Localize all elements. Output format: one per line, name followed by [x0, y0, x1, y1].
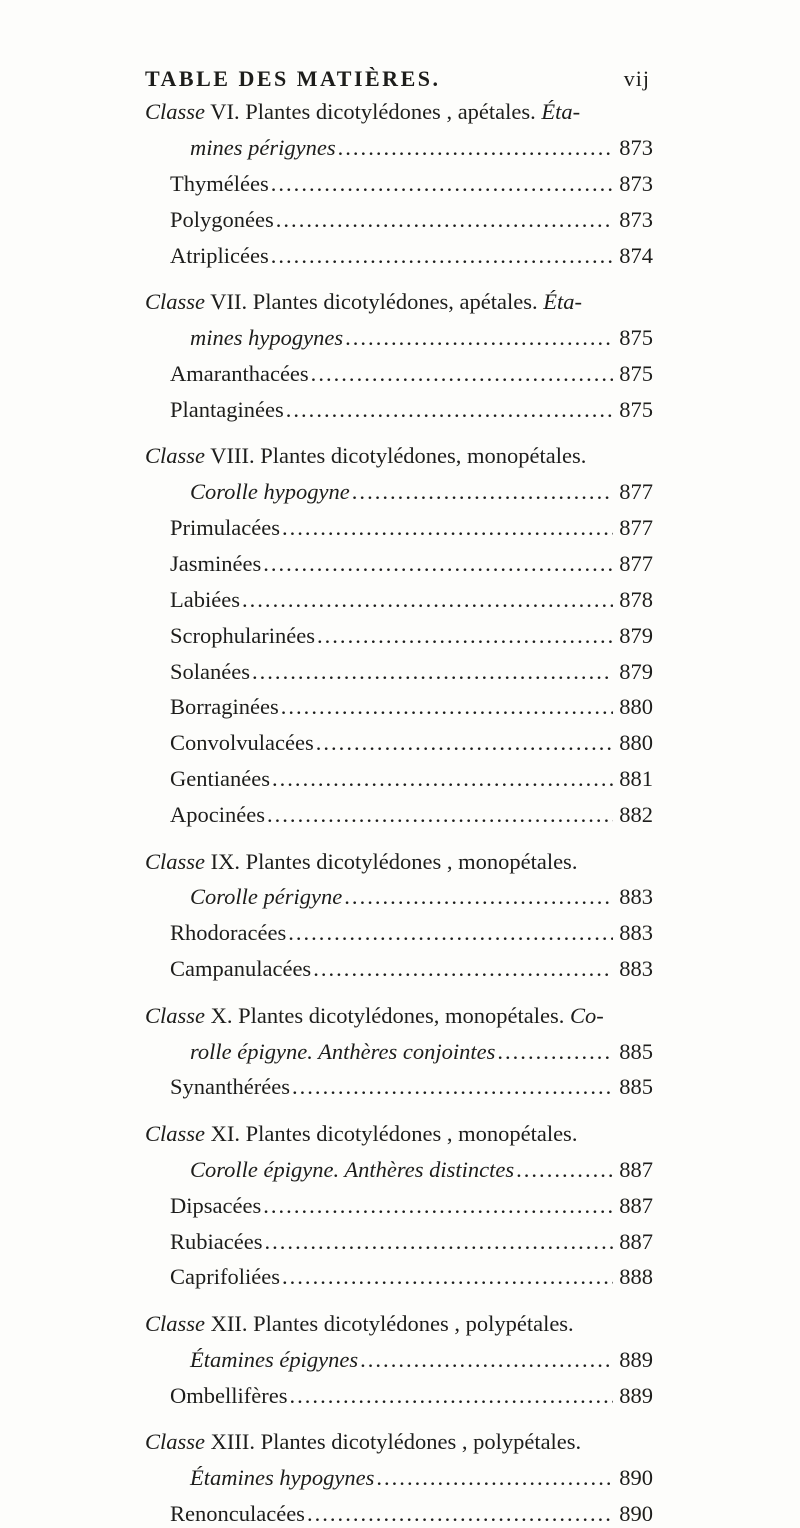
subheading-page: 889	[619, 1346, 653, 1372]
class-title-continued: Éta-	[541, 99, 581, 124]
dot-leader	[292, 1073, 613, 1101]
class-subheading	[190, 1464, 653, 1492]
class-title-continued: Co-	[569, 1002, 604, 1028]
dot-leader	[263, 1192, 613, 1220]
entry-page: 879	[619, 658, 653, 684]
dot-leader	[307, 1500, 613, 1528]
toc-entry	[170, 955, 653, 983]
entry-page: 874	[619, 242, 653, 268]
toc-entry	[170, 729, 653, 757]
toc-entry	[170, 801, 653, 829]
entry-page: 889	[619, 1382, 653, 1408]
entry-name: Primulacées	[170, 514, 280, 540]
toc-entry	[170, 396, 653, 424]
entry-page: 881	[619, 766, 653, 792]
class-heading	[145, 1310, 574, 1338]
dot-leader	[242, 586, 613, 614]
toc-entry	[170, 1228, 653, 1256]
entry-name: Borraginées	[170, 694, 279, 720]
entry-name: Jasminées	[170, 550, 262, 576]
dot-leader	[286, 396, 614, 424]
dot-leader	[345, 324, 613, 352]
class-subheading	[190, 324, 653, 352]
class-subheading	[190, 478, 653, 506]
subheading-label: mines périgynes	[190, 134, 336, 160]
dot-leader	[289, 1382, 613, 1410]
dot-leader	[338, 134, 614, 162]
entry-name: Plantaginées	[170, 396, 284, 422]
entry-name: Campanulacées	[170, 956, 312, 982]
class-heading	[145, 1428, 581, 1456]
entry-name: Synanthérées	[170, 1074, 290, 1100]
entry-name: Thymélées	[170, 170, 269, 196]
toc-entry	[170, 1192, 653, 1220]
class-title: XII. Plantes dicotylédones , polypétales.	[205, 1310, 574, 1336]
entry-name: Scrophularinées	[170, 622, 315, 648]
toc-entry	[170, 658, 653, 686]
class-title: XIII. Plantes dicotylédones , polypétales.	[205, 1429, 582, 1454]
entry-name: Solanées	[170, 658, 250, 684]
subheading-page: 877	[619, 479, 653, 504]
dot-leader	[282, 1263, 613, 1291]
toc-entry	[170, 1500, 653, 1528]
entry-page: 877	[619, 514, 653, 540]
subheading-page: 883	[619, 884, 653, 910]
subheading-page: 887	[619, 1156, 653, 1182]
page-number: vij	[623, 66, 650, 91]
dot-leader	[276, 206, 614, 234]
entry-name: Amaranthacées	[170, 360, 309, 386]
entry-page: 875	[619, 360, 653, 386]
class-heading	[145, 848, 577, 876]
dot-leader	[281, 693, 614, 721]
subheading-label: Corolle périgyne	[190, 884, 343, 910]
subheading-label: mines hypogynes	[190, 324, 344, 350]
class-label: Classe	[145, 848, 206, 874]
subheading-page: 875	[619, 324, 653, 350]
toc-entry	[170, 765, 653, 793]
subheading-label: Corolle épigyne. Anthères distinctes	[190, 1156, 515, 1182]
dot-leader	[360, 1346, 613, 1374]
toc-entry	[170, 586, 653, 614]
entry-page: 883	[619, 956, 653, 982]
class-label: Classe	[145, 1310, 206, 1336]
entry-page: 880	[619, 694, 653, 720]
entry-name: Convolvulacées	[170, 730, 314, 756]
class-heading	[145, 442, 586, 470]
subheading-label: Étamines épigynes	[190, 1346, 359, 1372]
entry-name: Ombellifères	[170, 1382, 288, 1408]
entry-page: 883	[619, 920, 653, 946]
dot-leader	[313, 955, 613, 983]
class-subheading	[190, 883, 653, 911]
entry-page: 885	[619, 1074, 653, 1100]
class-title: VII. Plantes dicotylédones, apétales.	[205, 289, 544, 314]
dot-leader	[317, 622, 613, 650]
class-subheading	[190, 1156, 653, 1184]
entry-name: Polygonées	[170, 206, 274, 232]
entry-page: 873	[619, 206, 653, 232]
dot-leader	[267, 801, 613, 829]
entry-page: 877	[619, 550, 653, 576]
class-label: Classe	[145, 443, 206, 469]
dot-leader	[272, 765, 613, 793]
entry-page: 890	[619, 1500, 653, 1526]
subheading-label: rolle épigyne. Anthères conjointes	[190, 1038, 496, 1064]
dot-leader	[271, 170, 614, 198]
class-label: Classe	[145, 99, 206, 124]
entry-page: 887	[619, 1228, 653, 1254]
entry-name: Labiées	[170, 586, 240, 612]
toc-entry	[170, 693, 653, 721]
entry-page: 882	[619, 802, 653, 828]
class-title-continued: Éta-	[543, 289, 583, 314]
entry-name: Caprifoliées	[170, 1264, 280, 1290]
dot-leader	[497, 1038, 613, 1066]
dot-leader	[516, 1156, 613, 1184]
entry-page: 875	[619, 396, 653, 422]
class-label: Classe	[145, 1120, 206, 1146]
class-subheading	[190, 1346, 653, 1374]
dot-leader	[288, 919, 613, 947]
dot-leader	[264, 1228, 613, 1256]
subheading-label: Étamines hypogynes	[190, 1464, 375, 1490]
class-subheading	[190, 134, 653, 162]
entry-name: Rubiacées	[170, 1228, 263, 1254]
toc-entry	[170, 1073, 653, 1101]
dot-leader	[263, 550, 613, 578]
toc-entry	[170, 919, 653, 947]
dot-leader	[252, 658, 613, 686]
class-subheading	[190, 1038, 653, 1066]
class-label: Classe	[145, 1002, 206, 1028]
subheading-page: 885	[619, 1038, 653, 1064]
class-heading	[145, 1002, 604, 1030]
class-title: VIII. Plantes dicotylédones, monopétales.	[205, 443, 587, 469]
dot-leader	[316, 729, 614, 757]
dot-leader	[311, 360, 614, 388]
entry-page: 887	[619, 1192, 653, 1218]
class-title: XI. Plantes dicotylédones , monopétales.	[205, 1120, 578, 1146]
toc-entry	[170, 170, 653, 198]
toc-entry	[170, 1263, 653, 1291]
subheading-page: 890	[619, 1464, 653, 1490]
entry-name: Apocinées	[170, 802, 265, 828]
class-heading	[145, 288, 582, 316]
entry-page: 878	[619, 586, 653, 612]
subheading-page: 873	[619, 134, 653, 160]
entry-name: Gentianées	[170, 766, 270, 792]
toc-entry	[170, 622, 653, 650]
toc-entry	[170, 360, 653, 388]
dot-leader	[282, 514, 613, 542]
page-header	[145, 66, 650, 96]
entry-page: 873	[619, 170, 653, 196]
entry-name: Dipsacées	[170, 1192, 262, 1218]
toc-entry	[170, 242, 653, 270]
toc-entry	[170, 550, 653, 578]
entry-name: Rhodoracées	[170, 920, 287, 946]
class-heading	[145, 98, 580, 126]
dot-leader	[352, 478, 613, 506]
running-title: TABLE DES MATIÈRES.	[145, 66, 441, 91]
class-title: IX. Plantes dicotylédones , monopétales.	[205, 848, 578, 874]
class-heading	[145, 1120, 577, 1148]
entry-page: 888	[619, 1264, 653, 1290]
subheading-label: Corolle hypogyne	[190, 479, 350, 504]
toc-entry	[170, 514, 653, 542]
entry-page: 880	[619, 730, 653, 756]
class-label: Classe	[145, 1429, 206, 1454]
dot-leader	[344, 883, 613, 911]
toc-entry	[170, 206, 653, 234]
entry-name: Renonculacées	[170, 1500, 305, 1526]
toc-entry	[170, 1382, 653, 1410]
entry-name: Atriplicées	[170, 242, 269, 268]
class-title: X. Plantes dicotylédones, monopétales.	[205, 1002, 570, 1028]
class-label: Classe	[145, 289, 206, 314]
entry-page: 879	[619, 622, 653, 648]
dot-leader	[376, 1464, 613, 1492]
class-title: VI. Plantes dicotylédones , apétales.	[205, 99, 542, 124]
dot-leader	[271, 242, 614, 270]
